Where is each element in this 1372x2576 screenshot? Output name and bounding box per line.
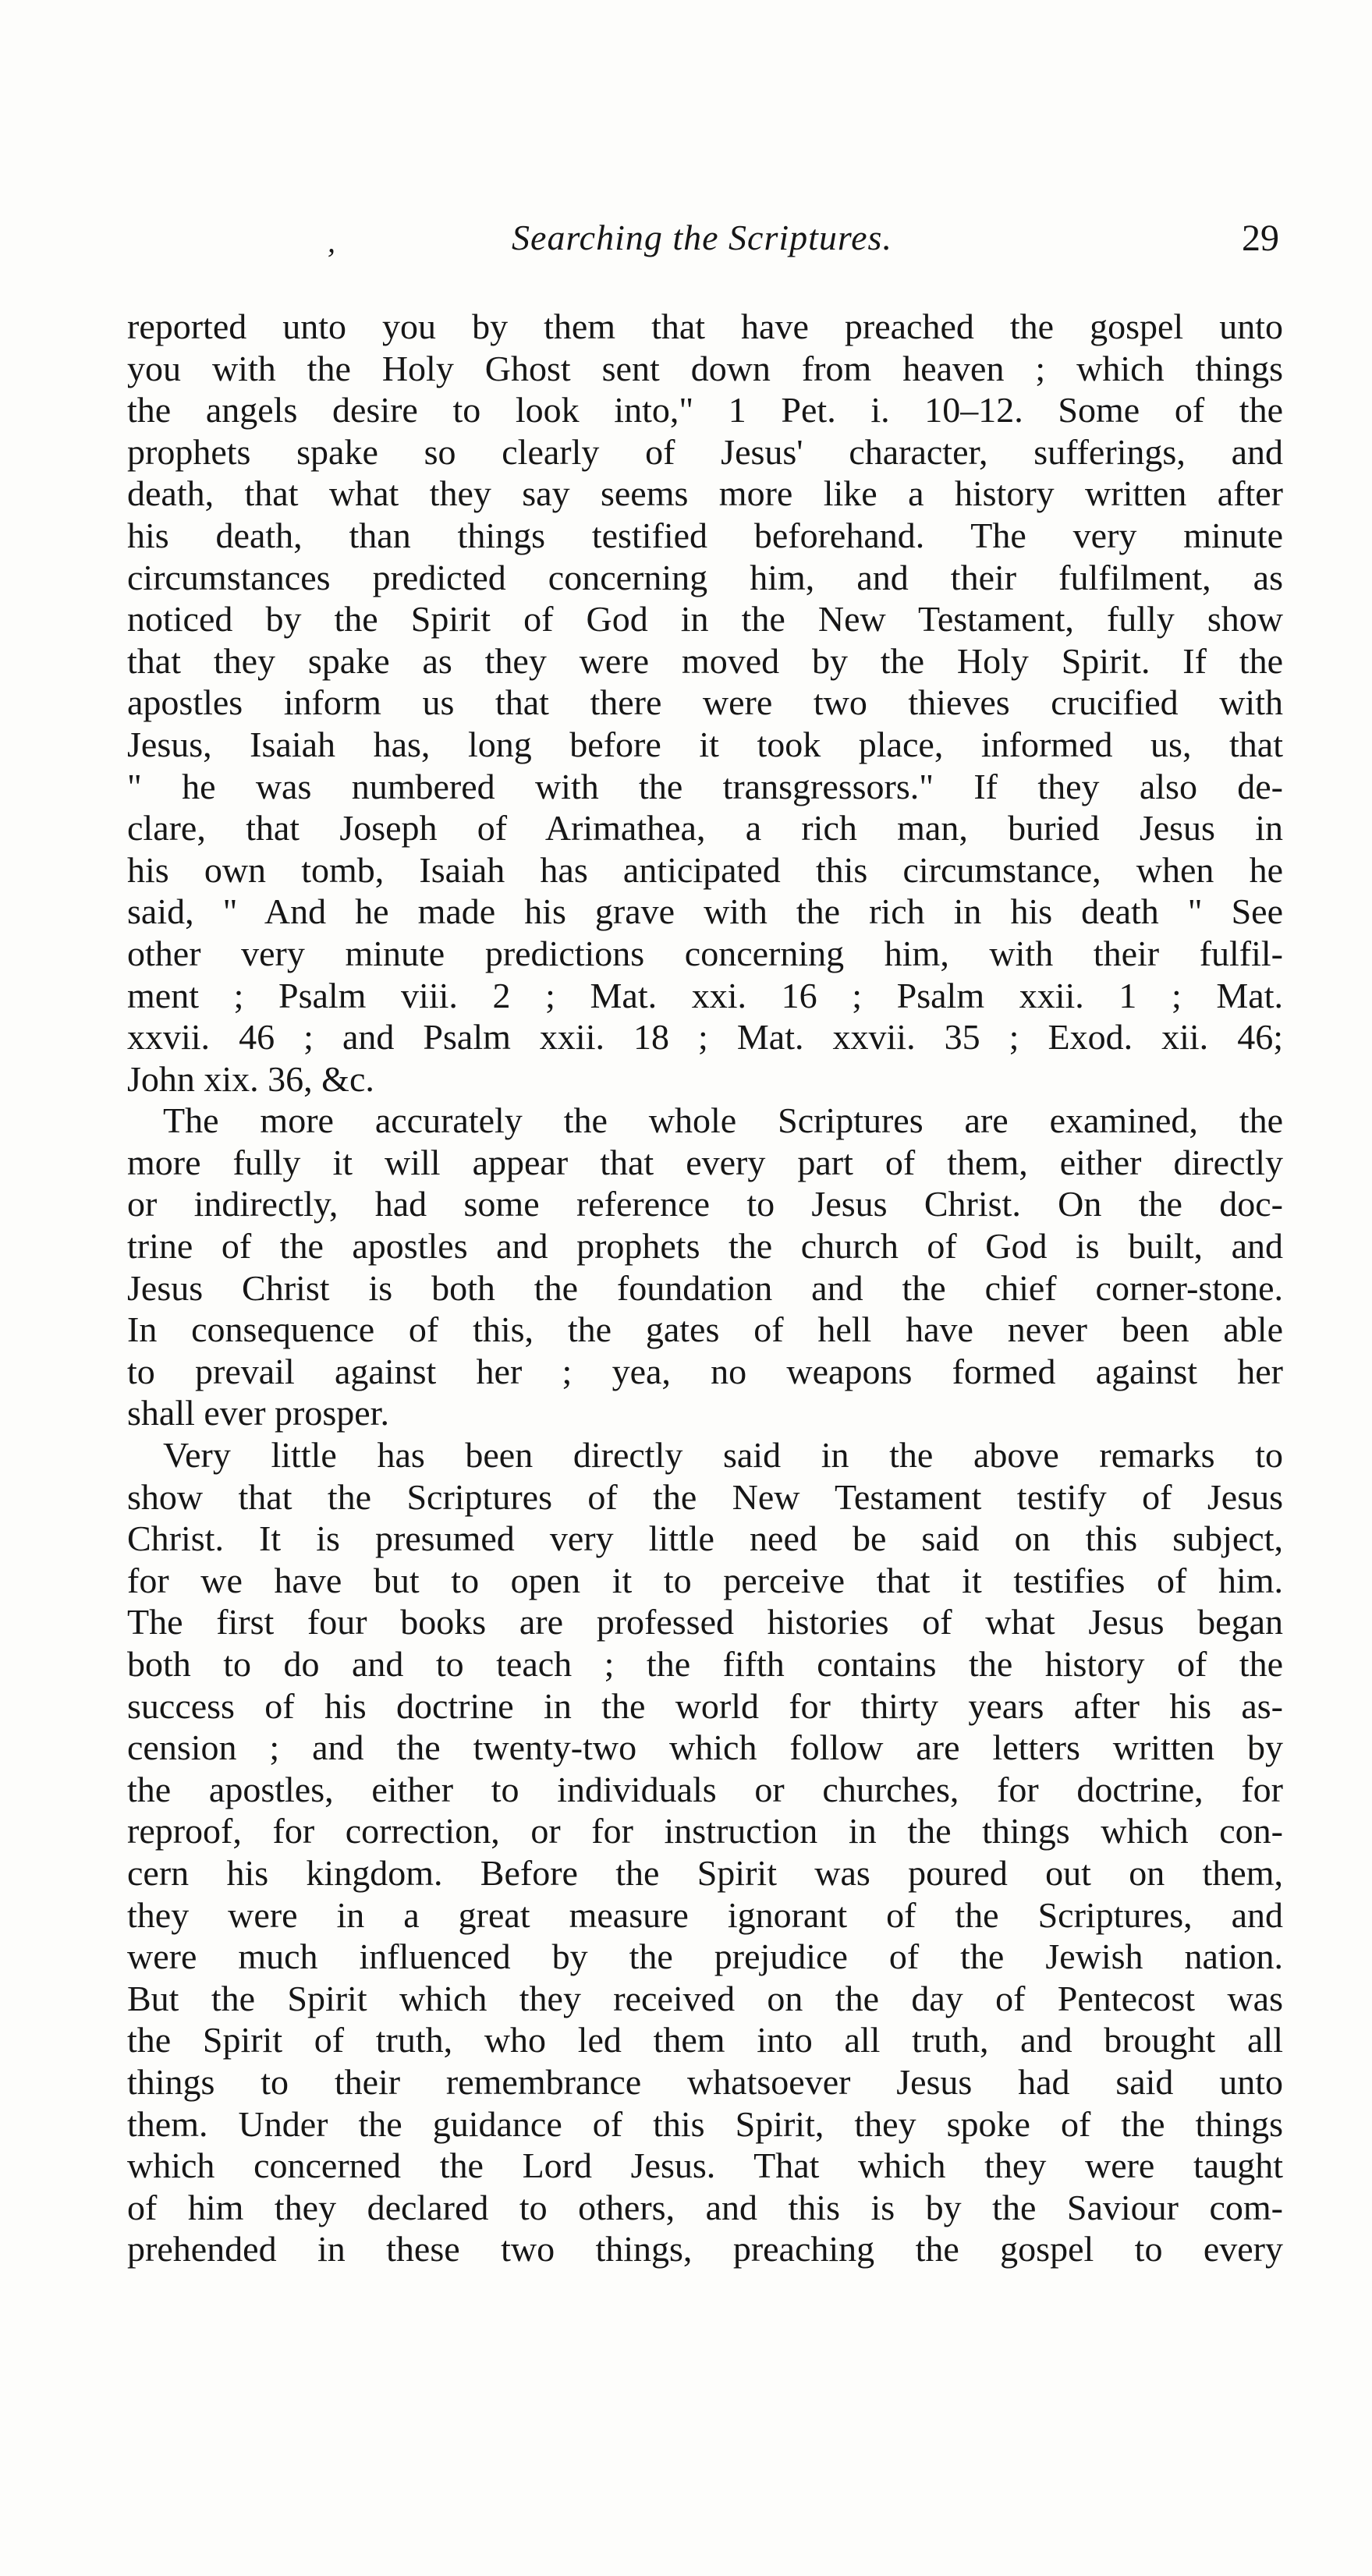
text-line: which concerned the Lord Jesus. That which they were taught [127,2145,1283,2186]
text-line: his death, than things testified beforehand. The very minute [127,515,1283,555]
text-line: cension ; and the twenty-two which follow are letters written by [127,1727,1283,1768]
running-title: Searching the Scriptures. [512,218,892,257]
text-line: clare, that Joseph of Arimathea, a rich man, buried Jesus in [127,808,1283,849]
text-line: Jesus, Isaiah has, long before it took place, informed us, that [127,724,1283,764]
paragraph [127,1100,1283,1434]
text-line: trine of the apostles and prophets the church of God is built, and [127,1226,1283,1267]
text-line: more fully it will appear that every part of them, either directly [127,1142,1283,1182]
paragraph [127,1434,1283,2270]
text-line: noticed by the Spirit of God in the New Testament, fully show [127,599,1283,640]
text-line: other very minute predictions concerning him, with their fulfil- [127,933,1283,973]
text-line: The first four books are professed histories of what Jesus began [127,1602,1283,1642]
text-line: apostles inform us that there were two thieves crucified with [127,682,1283,723]
text-line: circumstances predicted concerning him, and their fulfilment, as [127,557,1283,597]
text-line: But the Spirit which they received on the day of Pentecost was [127,1978,1283,2018]
text-line: Jesus Christ is both the foundation and the chief corner-stone. [127,1267,1283,1308]
printer-mark: , [328,224,335,259]
text-line: John xix. 36, &c. [127,1058,374,1099]
text-line: ment ; Psalm viii. 2 ; Mat. xxi. 16 ; Psalm xxii. 1 ; Mat. [127,975,1283,1015]
text-line: or indirectly, had some reference to Jesus Christ. On the doc- [127,1184,1283,1224]
body-text [127,306,1283,2270]
text-line: xxvii. 46 ; and Psalm xxii. 18 ; Mat. xxvii. 35 ; Exod. xii. 46; [127,1017,1283,1058]
text-line: reproof, for correction, or for instruction in the things which con- [127,1811,1283,1851]
paragraph [127,306,1283,1100]
text-line: of him they declared to others, and this is by the Saviour com- [127,2187,1283,2227]
text-line: both to do and to teach ; the fifth contains the history of the [127,1644,1283,1684]
text-line: the Spirit of truth, who led them into all truth, and brought all [127,2020,1283,2060]
text-line: Very little has been directly said in the above remarks to [163,1435,1283,1476]
text-line: the apostles, either to individuals or churches, for doctrine, for [127,1769,1283,1809]
text-line: things to their remembrance whatsoever Jesus had said unto [127,2061,1283,2102]
text-line: for we have but to open it to perceive that it testifies of him. [127,1560,1283,1600]
text-line: shall ever prosper. [127,1393,389,1433]
running-head [125,217,1279,271]
text-line: his own tomb, Isaiah has anticipated this circumstance, when he [127,849,1283,890]
text-line: show that the Scriptures of the New Testament testify of Jesus [127,1476,1283,1517]
text-line: " he was numbered with the transgressors." If they also de- [127,766,1283,806]
text-line: said, " And he made his grave with the rich in his death " See [127,891,1283,932]
text-line: death, that what they say seems more like a history written after [127,473,1283,514]
text-line: were much influenced by the prejudice of the Jewish nation. [127,1936,1283,1977]
text-line: prophets spake so clearly of Jesus' character, sufferings, and [127,431,1283,472]
text-line: them. Under the guidance of this Spirit, they spoke of the things [127,2103,1283,2144]
text-line: they were in a great measure ignorant of the Scriptures, and [127,1894,1283,1935]
text-line: you with the Holy Ghost sent down from heaven ; which things [127,348,1283,388]
text-line: that they spake as they were moved by the Holy Spirit. If the [127,640,1283,681]
text-line: Christ. It is presumed very little need be said on this subject, [127,1518,1283,1559]
page-number: 29 [1242,218,1279,259]
text-line: cern his kingdom. Before the Spirit was poured out on them, [127,1852,1283,1893]
text-line: The more accurately the whole Scriptures are examined, the [163,1100,1283,1141]
text-line: success of his doctrine in the world for thirty years after his as- [127,1685,1283,1726]
text-line: reported unto you by them that have preached the gospel unto [127,306,1283,346]
text-line: prehended in these two things, preaching the gospel to every [127,2229,1283,2270]
text-line: to prevail against her ; yea, no weapons formed against her [127,1351,1283,1391]
text-line: In consequence of this, the gates of hell have never been able [127,1309,1283,1350]
text-line: the angels desire to look into," 1 Pet. i. 10–12. Some of the [127,390,1283,431]
